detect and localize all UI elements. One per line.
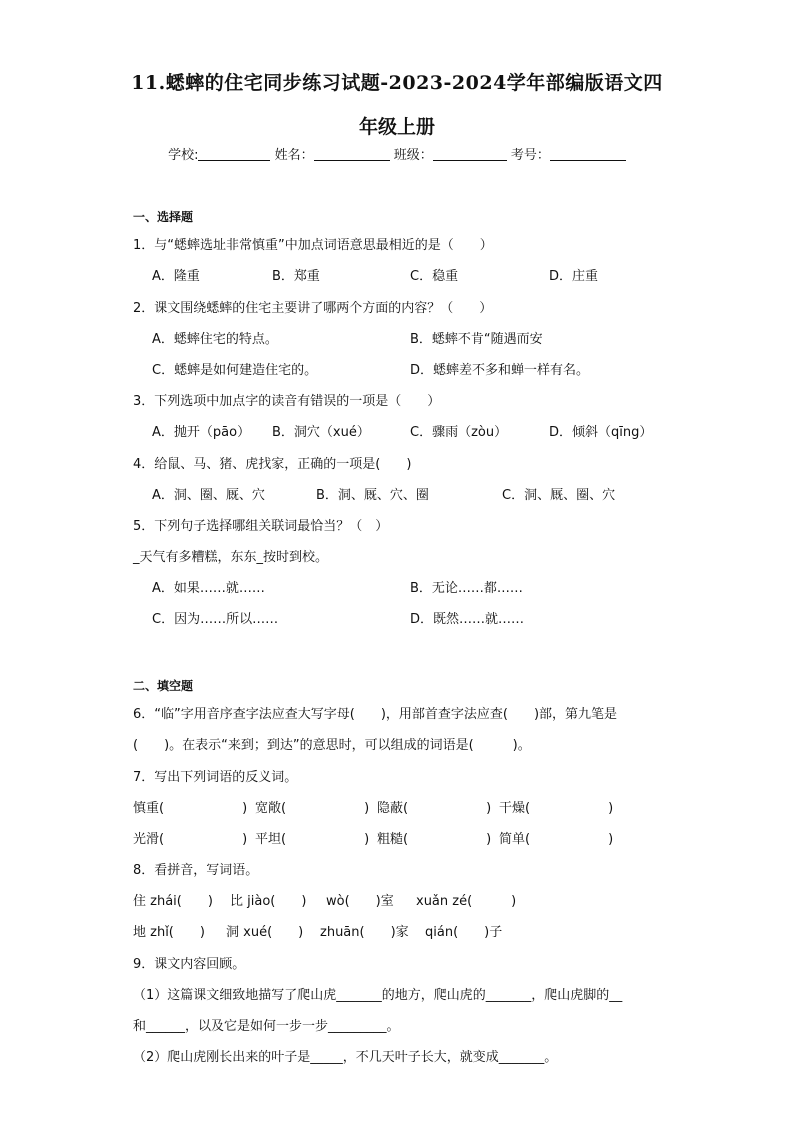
question-9-stem: 9．课文内容回顾。 [133, 957, 246, 972]
name-blank[interactable] [314, 148, 390, 161]
exam-number-label: 考号： [510, 148, 550, 163]
section-title-fill: 二、填空题 [133, 679, 194, 693]
q3-option-c[interactable]: C．骤雨（zòu） [410, 425, 508, 440]
q4-option-a[interactable]: A．洞、圈、厩、穴 [152, 488, 265, 503]
section-title-choice: 一、选择题 [133, 210, 194, 224]
q5-option-c[interactable]: C．因为……所以…… [152, 612, 279, 627]
q7-word-4[interactable]: 干燥( ) [499, 801, 614, 816]
question-8-stem: 8．看拼音，写词语。 [133, 863, 259, 878]
q5-option-a[interactable]: A．如果……就…… [152, 581, 265, 596]
q8-item-8[interactable]: qián( )子 [425, 925, 503, 940]
q5-option-d[interactable]: D．既然……就…… [410, 612, 525, 627]
q8-item-2[interactable]: 比 jiào( ) [230, 894, 307, 909]
exam-number-blank[interactable] [550, 148, 626, 161]
q7-word-5[interactable]: 光滑( ) [133, 832, 248, 847]
q8-item-3[interactable]: wò( )室 [326, 894, 394, 909]
q2-option-a[interactable]: A．蟋蟀住宅的特点。 [152, 332, 278, 347]
school-blank[interactable] [198, 148, 270, 161]
q2-option-c[interactable]: C．蟋蟀是如何建造住宅的。 [152, 363, 318, 378]
question-6-line1: 6．“临”字用音序查字法应查大写字母( )，用部首查字法应查( )部，第九笔是 [133, 707, 618, 722]
question-2-stem: 2．课文围绕蟋蟀的住宅主要讲了哪两个方面的内容？（ ） [133, 301, 493, 316]
question-9-part1-line1: （1）这篇课文细致地描写了爬山虎_______的地方，爬山虎的_______，爬山虎脚的__ [133, 988, 623, 1003]
q7-word-2[interactable]: 宽敞( ) [255, 801, 370, 816]
q3-option-b[interactable]: B．洞穴（xué） [272, 425, 370, 440]
name-label: 姓名： [274, 148, 314, 163]
q3-option-a[interactable]: A．抛开（pāo） [152, 425, 251, 440]
q1-option-a[interactable]: A．隆重 [152, 269, 200, 284]
q8-item-5[interactable]: 地 zhǐ( ) [133, 925, 205, 940]
q2-option-d[interactable]: D．蟋蟀差不多和蝉一样有名。 [410, 363, 590, 378]
school-label: 学校: [168, 148, 199, 163]
q7-word-6[interactable]: 平坦( ) [255, 832, 370, 847]
q8-item-1[interactable]: 住 zhái( ) [133, 894, 213, 909]
q7-word-8[interactable]: 简单( ) [499, 832, 614, 847]
q2-option-b[interactable]: B．蟋蟀不肯“随遇而安 [410, 332, 543, 347]
question-6-line2: ( )。在表示“来到；到达”的意思时，可以组成的词语是( )。 [133, 738, 531, 753]
document-title-line2: 年级上册 [358, 116, 435, 138]
q4-option-c[interactable]: C．洞、厩、圈、穴 [502, 488, 616, 503]
question-3-stem: 3．下列选项中加点字的读音有错误的一项是（ ） [133, 394, 441, 409]
class-blank[interactable] [433, 148, 507, 161]
document-title-line1: 11.蟋蟀的住宅同步练习试题-2023-2024学年部编版语文四 [131, 72, 663, 94]
question-9-part1-line2: 和______，以及它是如何一步一步_________。 [133, 1019, 400, 1034]
student-info-row [0, 144, 794, 163]
class-label: 班级： [393, 148, 433, 163]
question-9-part2: （2）爬山虎刚长出来的叶子是_____，不几天叶子长大，就变成_______。 [133, 1050, 558, 1065]
q5-option-b[interactable]: B．无论……都…… [410, 581, 523, 596]
q7-word-3[interactable]: 隐蔽( ) [377, 801, 492, 816]
question-5-sentence: _天气有多糟糕，东东_按时到校。 [133, 550, 329, 565]
q8-item-4[interactable]: xuǎn zé( ) [416, 894, 517, 909]
q1-option-b[interactable]: B．郑重 [272, 269, 320, 284]
q4-option-b[interactable]: B．洞、厩、穴、圈 [316, 488, 429, 503]
q1-option-c[interactable]: C．稳重 [410, 269, 459, 284]
question-5-stem: 5．下列句子选择哪组关联词最恰当？（ ） [133, 519, 389, 534]
question-4-stem: 4．给鼠、马、猪、虎找家，正确的一项是( ) [133, 457, 412, 472]
question-7-stem: 7．写出下列词语的反义词。 [133, 770, 298, 785]
q8-item-6[interactable]: 洞 xué( ) [226, 925, 304, 940]
question-1-stem: 1．与“蟋蟀选址非常慎重”中加点词语意思最相近的是（ ） [133, 238, 493, 253]
q3-option-d[interactable]: D．倾斜（qīng） [549, 425, 653, 440]
q1-option-d[interactable]: D．庄重 [549, 269, 599, 284]
q7-word-7[interactable]: 粗糙( ) [377, 832, 492, 847]
q7-word-1[interactable]: 慎重( ) [133, 801, 248, 816]
q8-item-7[interactable]: zhuān( )家 [320, 925, 409, 940]
